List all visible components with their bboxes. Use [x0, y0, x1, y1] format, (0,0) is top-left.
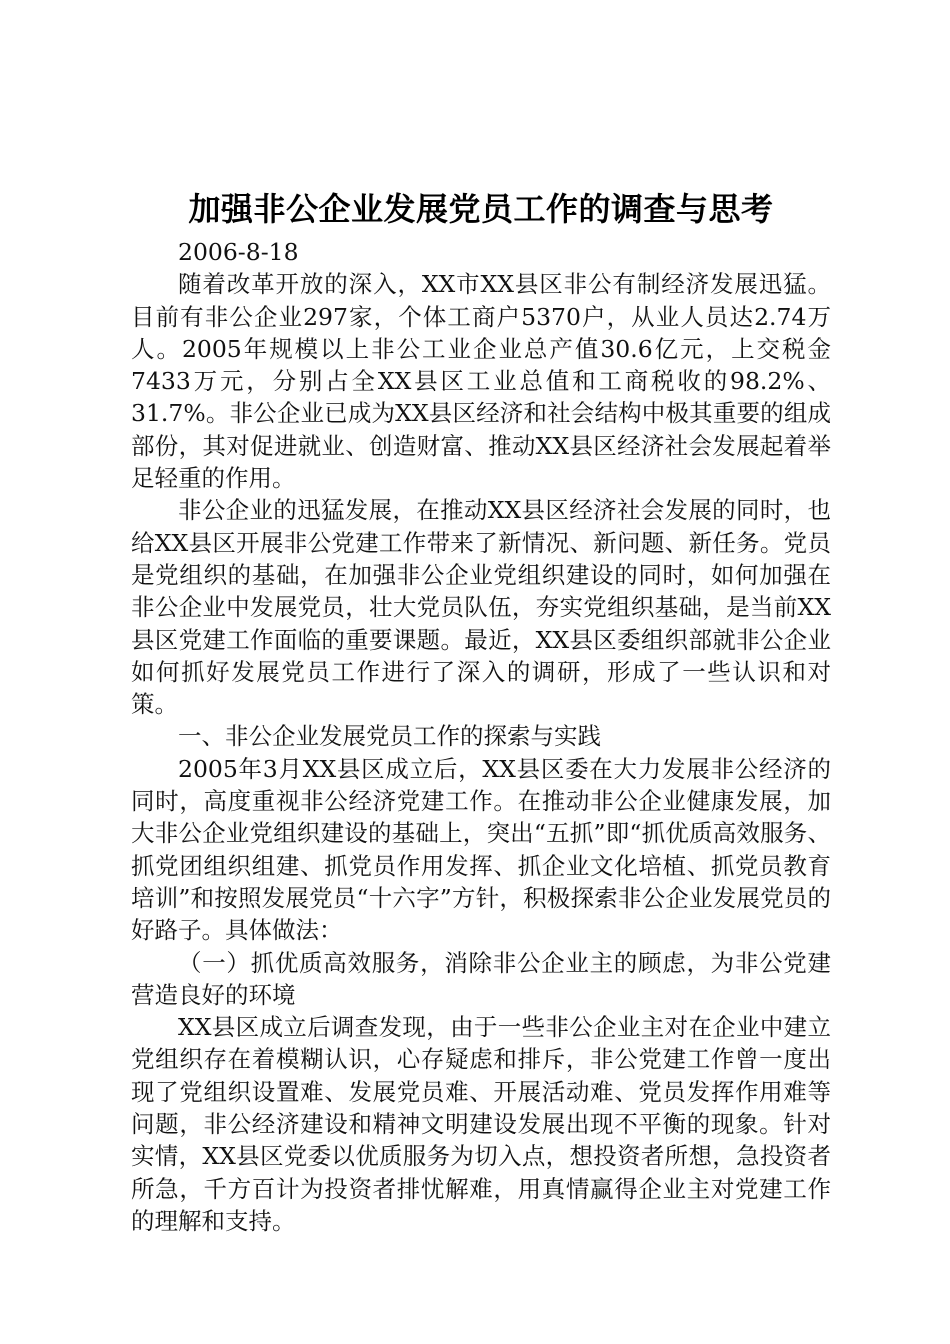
document-body	[131, 186, 831, 1237]
section-paragraph: 2005年3月XX县区成立后，XX县区委在大力发展非公经济的同时，高度重视非公经济党建工作。在推动非公企业健康发展，加大非公企业党组织建设的基础上，突出“五抓”即“抓优质高效服务、抓党团组织组建、抓党员作用发挥、抓企业文化培植、抓党员教育培训”和按照发展党员“十六字”方针，积极探索非公企业发展党员的好路子。具体做法：	[131, 754, 831, 945]
document-title: 加强非公企业发展党员工作的调查与思考	[188, 190, 774, 228]
subsection-heading: （一）抓优质高效服务，消除非公企业主的顾虑，为非公党建营造良好的环境	[131, 948, 831, 1009]
subsection-paragraph: XX县区成立后调查发现，由于一些非公企业主对在企业中建立党组织存在着模糊认识，心存疑虑和排斥，非公党建工作曾一度出现了党组织设置难、发展党员难、开展活动难、党员发挥作用难等问题，非公经济建设和精神文明建设发展出现不平衡的现象。针对实情，XX县区党委以优质服务为切入点，想投资者所想，急投资者所急，千方百计为投资者排忧解难，用真情赢得企业主对党建工作的理解和支持。	[131, 1013, 831, 1235]
paragraph-intro: 随着改革开放的深入，XX市XX县区非公有制经济发展迅猛。目前有非公企业297家，个体工商户5370户，从业人员达2.74万人。2005年规模以上非公工业企业总产值30.6亿元，上交税金7433万元，分别占全XX县区工业总值和工商税收的98.2%、31.7%。非公企业已成为XX县区经济和社会结构中极其重要的组成部份，其对促进就业、创造财富、推动XX县区经济社会发展起着举足轻重的作用。	[131, 270, 831, 493]
paragraph-background: 非公企业的迅猛发展，在推动XX县区经济社会发展的同时，也给XX县区开展非公党建工作带来了新情况、新问题、新任务。党员是党组织的基础，在加强非公企业党组织建设的同时，如何加强在非公企业中发展党员，壮大党员队伍，夯实党组织基础，是当前XX县区党建工作面临的重要课题。最近，XX县区委组织部就非公企业如何抓好发展党员工作进行了深入的调研，形成了一些认识和对策。	[131, 496, 831, 719]
document-date: 2006-8-18	[178, 238, 299, 266]
section-heading: 一、非公企业发展党员工作的探索与实践	[178, 722, 601, 751]
